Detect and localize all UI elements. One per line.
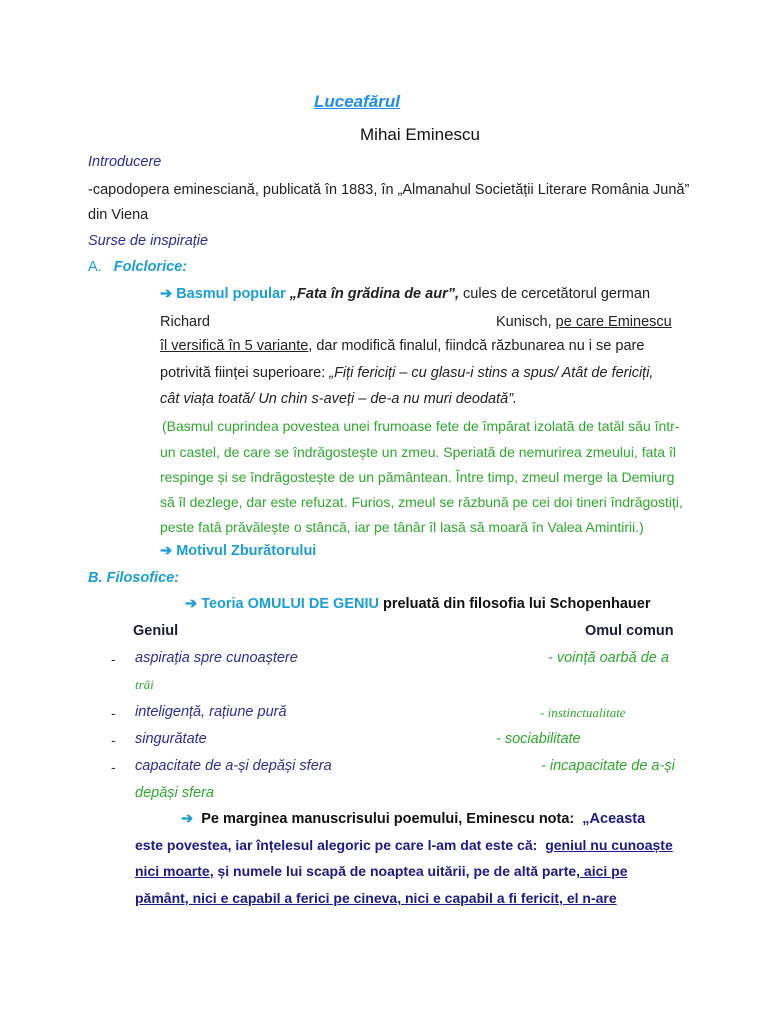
teoria-rest: preluată din filosofia lui Schopenhauer <box>378 596 651 612</box>
row-4-right: - incapacitate de a-și <box>541 758 675 774</box>
note-line-2b: geniul nu cunoaște <box>545 837 673 853</box>
note-quote-start: „Aceasta <box>582 811 646 827</box>
teoria-label: Teoria OMULUI DE GENIU <box>201 596 379 612</box>
basm-line-4a: potrivită ființei superioare: <box>160 365 330 381</box>
row-1-right: - voință oarbă de a <box>548 650 669 666</box>
note-line-3a: nici moarte <box>135 863 210 879</box>
note-line-3 <box>135 863 628 879</box>
intro-line-2: din Viena <box>88 207 149 223</box>
column-header-omul-comun: Omul comun <box>585 623 674 639</box>
basm-label: Basmul popular <box>176 286 286 302</box>
arrow-icon: ➔ <box>160 543 173 559</box>
bullet-dash: - <box>111 705 116 721</box>
note-line-2a: este povestea, iar înțelesul alegoric pe care l-am dat este că: <box>135 837 538 853</box>
row-4-left: capacitate de a-și depăși sfera <box>135 758 332 774</box>
teoria-line <box>185 596 650 612</box>
basm-line-3-rest: , dar modifică finalul, fiindcă răzbunarea nu i se pare <box>308 338 645 354</box>
row-2-left: inteligență, rațiune pură <box>135 704 287 720</box>
arrow-icon: ➔ <box>185 596 198 612</box>
basm-line-1 <box>160 286 650 302</box>
document-title: Luceafărul <box>314 92 400 111</box>
motiv-label: Motivul Zburătorului <box>176 543 317 559</box>
row-3-right: - sociabilitate <box>496 731 581 747</box>
basm-work: „Fata în grădina de aur”, <box>289 286 459 302</box>
row-4-right-cont: depăși sfera <box>135 785 214 801</box>
note-line-3c: , aici pe <box>576 863 628 879</box>
row-1-right-cont: trăi <box>135 677 154 692</box>
summary-line-3: respinge și se îndrăgostește de un pământean. Între timp, zmeul merge la Demiurg <box>160 469 675 485</box>
note-line-4: pământ, nici e capabil a ferici pe cineva, nici e capabil a fi fericit, el n-are <box>135 890 617 906</box>
section-b-label: B. Filosofice: <box>88 570 180 586</box>
bullet-dash: - <box>111 759 116 775</box>
bullet-dash: - <box>111 732 116 748</box>
basm-quote-1: „Fiți fericiți – cu glasu-i stins a spus/ Atât de fericiți, <box>329 365 654 381</box>
summary-line-4: să îl dezlege, dar este refuzat. Furios, zmeul se răzbună pe cei doi tineri îndrăgostiți, <box>160 494 683 510</box>
basm-kunisch: Kunisch, <box>496 314 552 330</box>
intro-line-1: -capodopera eminesciană, publicată în 1883, în „Almanahul Societății Literare România Jună” <box>88 182 690 198</box>
arrow-icon: ➔ <box>181 811 194 827</box>
bullet-dash: - <box>111 651 116 667</box>
basm-versifica: îl versifică în 5 variante <box>160 338 309 354</box>
summary-line-1: (Basmul cuprindea povestea unei frumoase fete de împărat izolată de tatăl său într- <box>162 418 680 434</box>
row-2-right: - instinctualitate <box>540 705 626 720</box>
section-a <box>88 259 187 275</box>
basm-line-2b <box>496 314 672 330</box>
basm-quote-2: cât viața toată/ Un chin s-aveți – de-a nu muri deodată”. <box>160 391 518 407</box>
motiv-line <box>160 543 316 559</box>
basm-line-2a: Richard <box>160 314 210 330</box>
basm-line-3 <box>160 338 644 354</box>
basm-line-4 <box>160 365 653 381</box>
column-header-geniul: Geniul <box>133 623 179 639</box>
arrow-icon: ➔ <box>160 286 173 302</box>
row-1-left: aspirația spre cunoaștere <box>135 650 298 666</box>
note-line-1a: Pe marginea manuscrisului poemului, Eminescu nota: <box>201 811 575 827</box>
note-line-1 <box>181 811 645 827</box>
basm-line-1-rest: cules de cercetătorul german <box>459 286 651 302</box>
row-3-left: singurătate <box>135 731 207 747</box>
summary-line-2: un castel, de care se îndrăgostește un zmeu. Speriată de nemurirea zmeului, fata îl <box>160 444 676 460</box>
basm-line-2c: pe care Eminescu <box>555 314 672 330</box>
intro-heading: Introducere <box>88 154 162 170</box>
document-author: Mihai Eminescu <box>360 125 480 144</box>
section-a-label: Folclorice: <box>113 259 188 275</box>
sources-heading: Surse de inspirație <box>88 233 209 249</box>
section-a-marker: A. <box>88 259 102 275</box>
note-line-2 <box>135 837 673 853</box>
summary-line-5: peste fată prăvălește o stâncă, iar pe tânăr îl lasă să moară în Valea Amintirii.) <box>160 519 644 535</box>
note-line-3b: , și numele lui scapă de noaptea uitării, pe de altă parte <box>209 863 577 879</box>
